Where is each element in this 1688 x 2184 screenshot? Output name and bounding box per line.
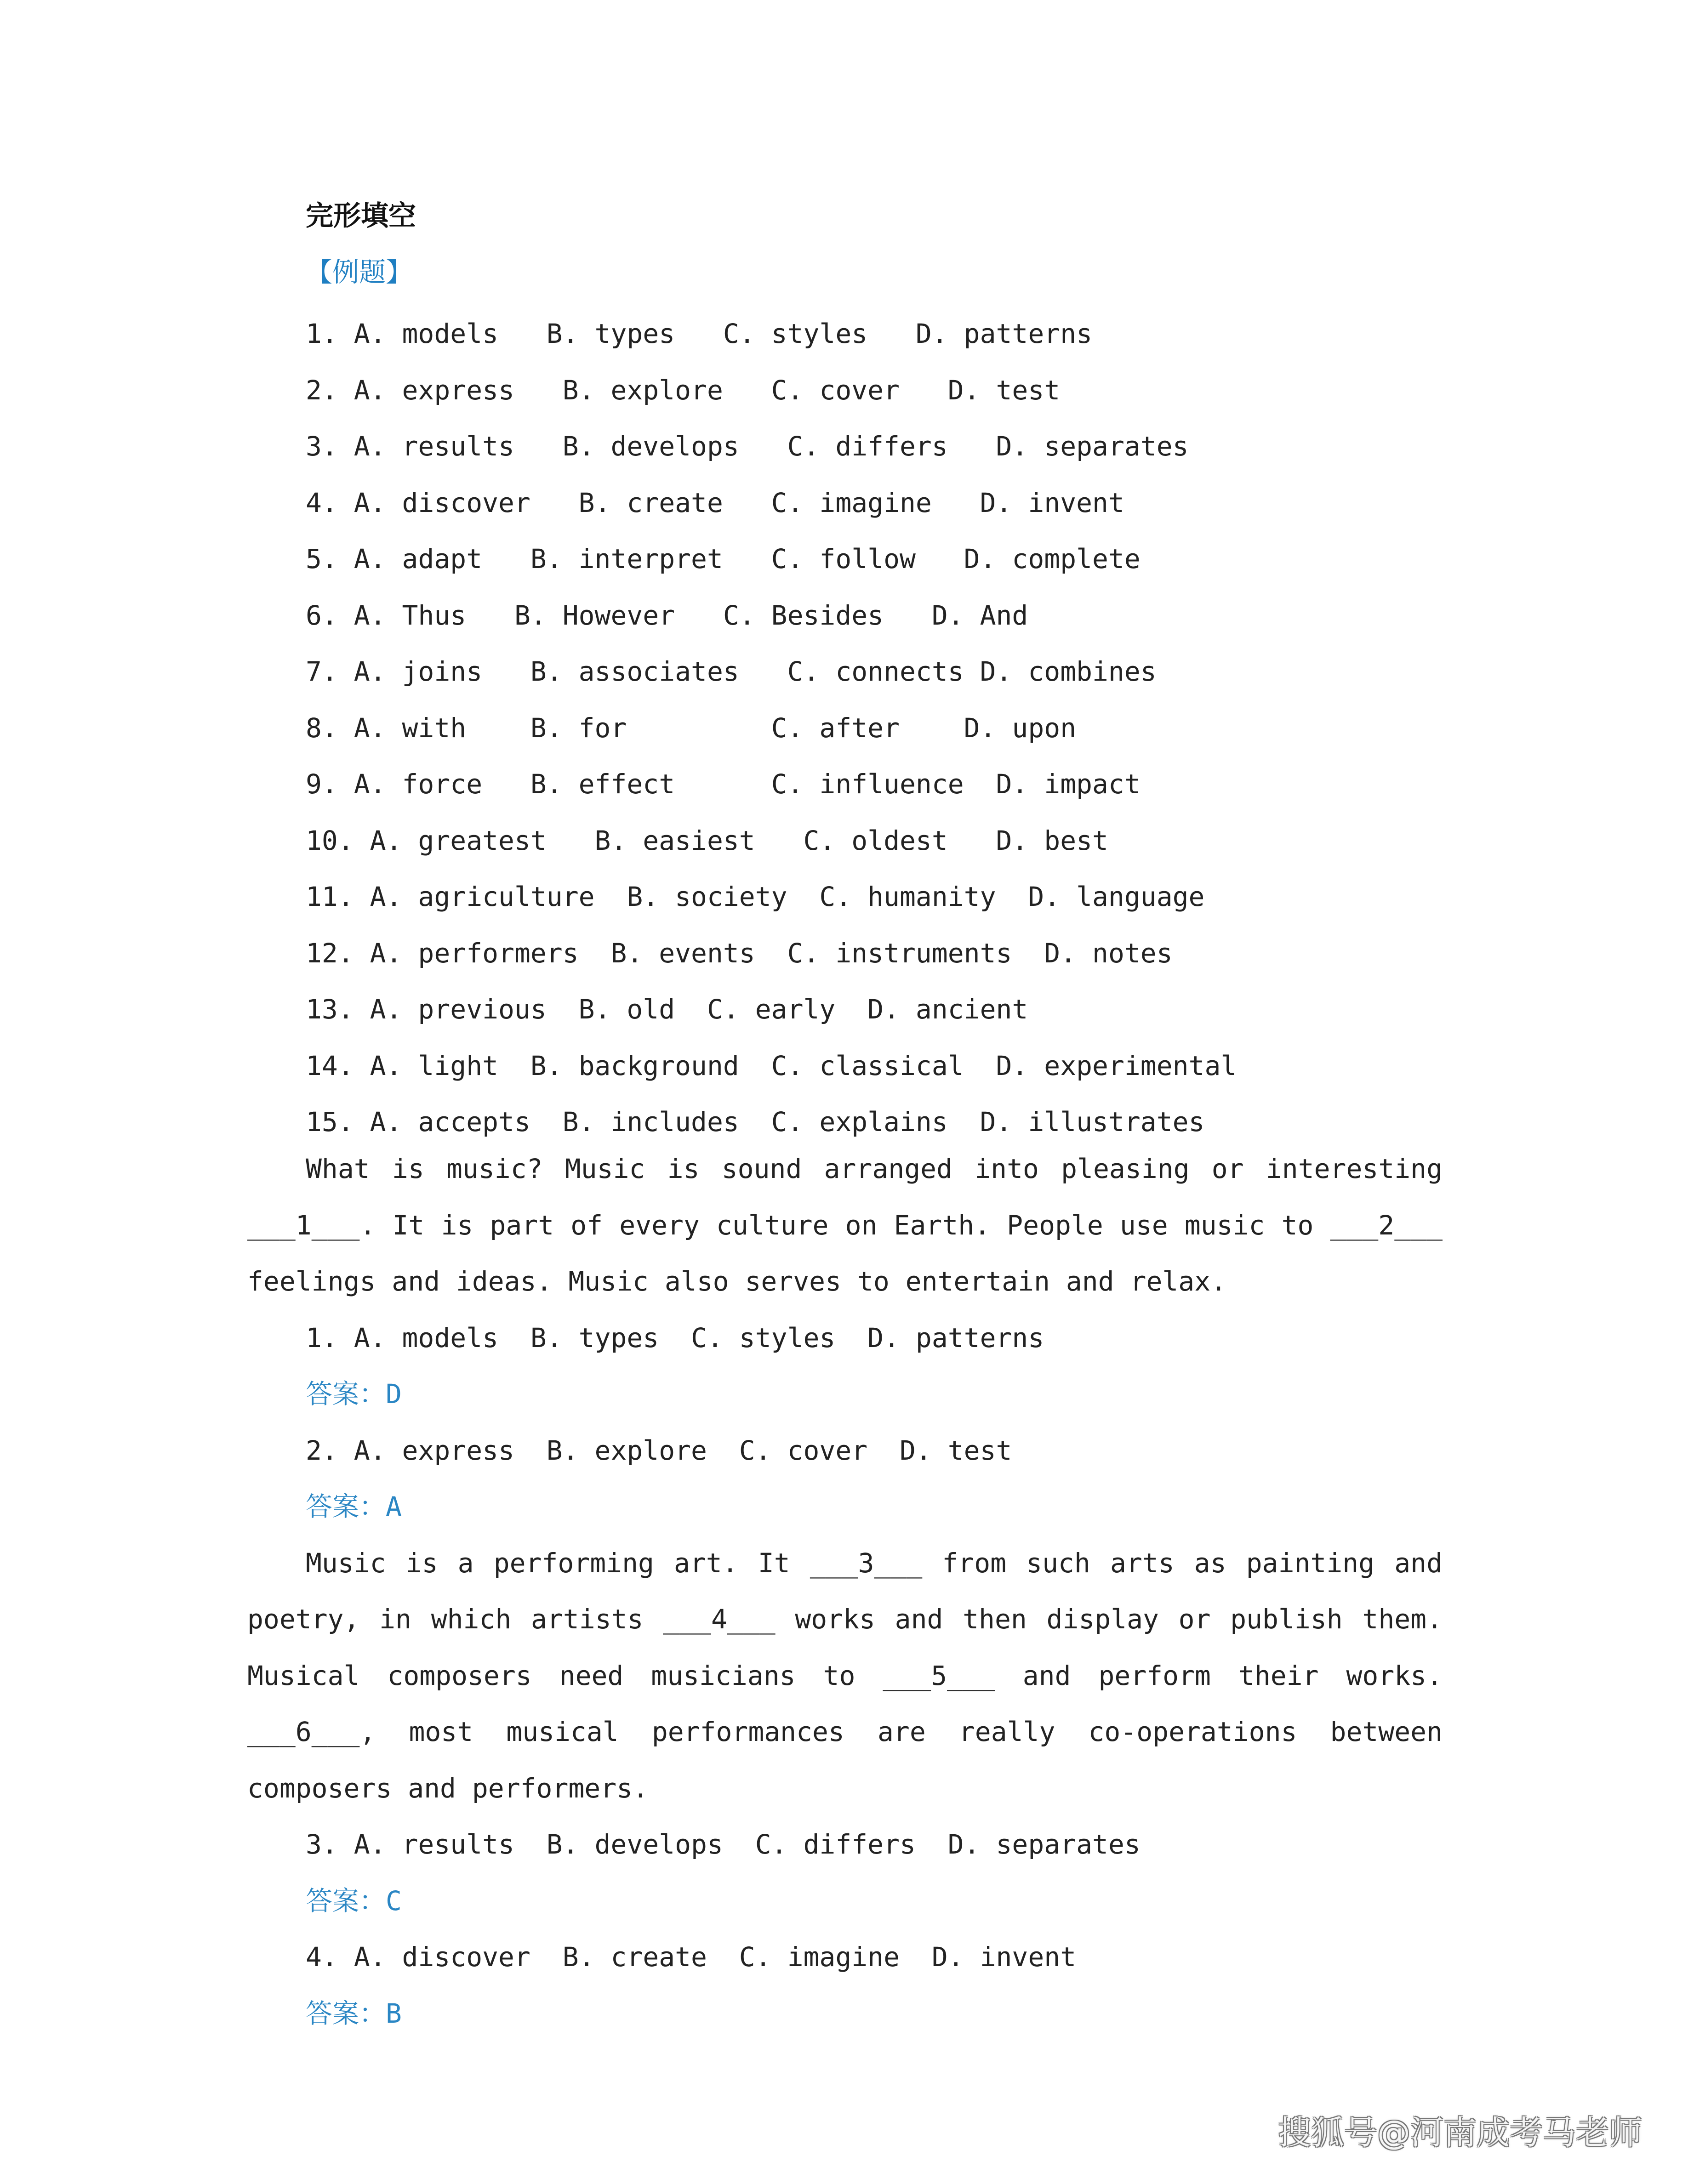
question-3-answer: [247, 1873, 1443, 1929]
answer-value: D: [386, 1378, 402, 1410]
option-line-12: 12. A. performers B. events C. instruments D. notes: [306, 937, 1173, 969]
answer-label: 答案：: [306, 1885, 386, 1917]
option-line-1: 1. A. models B. types C. styles D. patterns: [306, 318, 1093, 349]
option-line-4: 4. A. discover B. create C. imagine D. invent: [306, 487, 1124, 518]
question-4-options: 4. A. discover B. create C. imagine D. invent: [306, 1941, 1077, 1973]
question-1-answer: [247, 1366, 1443, 1422]
page-title: 完形填空: [306, 200, 416, 232]
option-line-3: 3. A. results B. develops C. differs D. separates: [306, 431, 1189, 462]
option-line-9: 9. A. force B. effect C. influence D. impact: [306, 768, 1141, 800]
answer-value: C: [386, 1885, 402, 1917]
question-4-answer: [247, 1985, 1443, 2042]
question-2-answer: [247, 1479, 1443, 1535]
option-line-13: 13. A. previous B. old C. early D. ancient: [306, 994, 1028, 1025]
question-1-options: 1. A. models B. types C. styles D. patterns: [306, 1322, 1044, 1354]
option-line-10: 10. A. greatest B. easiest C. oldest D. best: [306, 825, 1108, 856]
answer-label: 答案：: [306, 1997, 386, 2029]
answer-label: 答案：: [306, 1491, 386, 1522]
option-line-2: 2. A. express B. explore C. cover D. test: [306, 374, 1061, 406]
passage-paragraph-2: Music is a performing art. It ___3___ from such arts as painting and poetry, in which artists ___4___ works and then display or publish them. Musical composers need musicians to ___5___ and perform their works. ___6___, most musical performances are really co-operations between composers and performers.: [247, 1547, 1443, 1804]
option-line-15: 15. A. accepts B. includes C. explains D. illustrates: [306, 1106, 1205, 1138]
option-line-5: 5. A. adapt B. interpret C. follow D. complete: [306, 543, 1141, 574]
options-list: [306, 306, 1237, 1150]
watermark-text: 搜狐号@河南成考马老师: [1277, 2113, 1642, 2152]
option-line-6: 6. A. Thus B. However C. Besides D. And: [306, 599, 1028, 631]
answer-value: A: [386, 1491, 402, 1522]
question-2-options: 2. A. express B. explore C. cover D. test: [306, 1434, 1012, 1466]
passage-paragraph-1: What is music? Music is sound arranged into pleasing or interesting ___1___. It is part of every culture on Earth. People use music to ___2___ feelings and ideas. Music also serves to entertain and relax.: [247, 1153, 1443, 1297]
answer-value: B: [386, 1997, 402, 2029]
question-3-options: 3. A. results B. develops C. differs D. separates: [306, 1829, 1141, 1860]
option-line-14: 14. A. light B. background C. classical D. experimental: [306, 1050, 1237, 1081]
answer-label: 答案：: [306, 1378, 386, 1410]
option-line-7: 7. A. joins B. associates C. connects D. combines: [306, 656, 1157, 687]
option-line-8: 8. A. with B. for C. after D. upon: [306, 712, 1077, 744]
passage-body: [247, 1141, 1443, 2042]
option-line-11: 11. A. agriculture B. society C. humanity D. language: [306, 881, 1205, 912]
section-tag-example: 【例题】: [306, 256, 413, 288]
